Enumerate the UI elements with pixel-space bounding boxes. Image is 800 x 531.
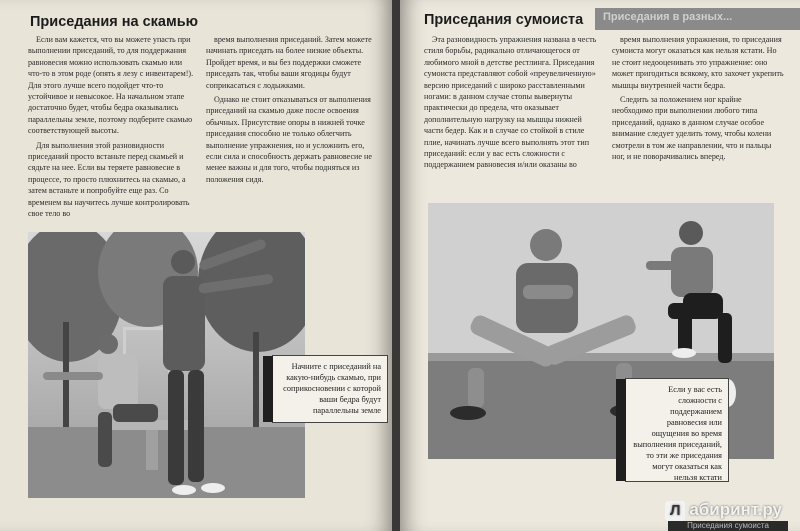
left-page [0,0,392,531]
right-page [400,0,800,531]
left-page-title: Приседания на скамью [30,14,199,30]
paragraph: Однако не стоит отказываться от выполнения приседаний на скамью даже после освоения обычных. Присутствие опоры в нижней точке приседания способно не только облегчить выполнение упражнения, но и усложнить его, если сила и способность держать равновесие не менее важны и для того, чтобы подняться из положения сидя. [206,95,372,184]
labirint-watermark [665,500,782,521]
paragraph: Следить за положением ног крайне необходимо при выполнении любого типа приседаний, однако в данном случае особое внимание следует уделить тому, чтобы колени смотрели в том же направлении, что и пальцы ног, и не поворачивались вперед. [612,95,772,162]
paragraph: Эта разновидность упражнения названа в честь стиля борьбы, радикально отличающегося от любимого мной в детстве рестлинга. Приседания сумоиста представляют собой «преувеличенную» версию приседаний с широко расставленными ногами: в данном случае стопы вывернуты практически до предела, что оказывает дополнительную нагрузку на мышцы нижней части бедер. Как и в случае со стойкой в стиле плие, начинать лучше всего выполнять этот тип приседаний: если у вас есть сложности с поддержанием равновесия и/или оказаны во [424,35,597,170]
paragraph: Для выполнения этой разновидности приседаний просто встаньте перед скамьей и сядьте на нее. Если вы теряете равновесие в процессе, то просто плюхнитесь на скамью, а затем встаньте и попробуйте еще раз. Со временем вы научитесь лучше контролировать свое тело во [28,140,190,219]
left-photo-caption: Начните с приседаний на какую-нибудь скамью, при соприкосновении с которой ваши бедра будут параллельны земле [272,355,388,423]
right-text-column-2 [612,34,784,165]
watermark-text: абиринт.ру [689,500,782,520]
paragraph: время выполнения приседаний. Затем можете начинать приседать на более низкие объекты. Пройдет время, и вы без поддержки сможете приседать так, чтобы ваши ягодицы будут соприкасаться с лодыжками. [206,35,372,90]
labirint-logo-icon: Л [665,501,685,521]
right-text-column-1 [424,34,602,174]
right-photo-caption: Если у вас есть сложности с поддержанием равновесия или ощущения во время выполнения приседаний, то эти же приседания могут оказаться как нельзя кстати [625,378,729,482]
paragraph: время выполнения упражнения, то приседания сумоиста могут оказаться как нельзя кстати. Но не стоит недооценивать это упражнение: оно может пригодиться всякому, кто захочет укрепить мышцы внутренней части бедра. [612,35,784,90]
section-tab: Приседания в разных... [595,8,800,30]
footer-section-tab: Приседания сумоиста [668,521,788,531]
right-page-title: Приседания сумоиста [424,12,584,28]
paragraph: Если вам кажется, что вы можете упасть при выполнении приседаний, то для поддержания равновесия можно использовать скамью или что-то в этом роде (опять я лезу с инвентарем!). Для этого лучше всего подойдет что-то устойчивое и невысокое. На начальном этапе достаточно будет, чтобы бедра оказывались параллельны земле, поэтому подберите скамью соответствующей высоты. [28,35,194,136]
left-text-column-1 [28,34,198,223]
left-text-column-2 [206,34,378,188]
